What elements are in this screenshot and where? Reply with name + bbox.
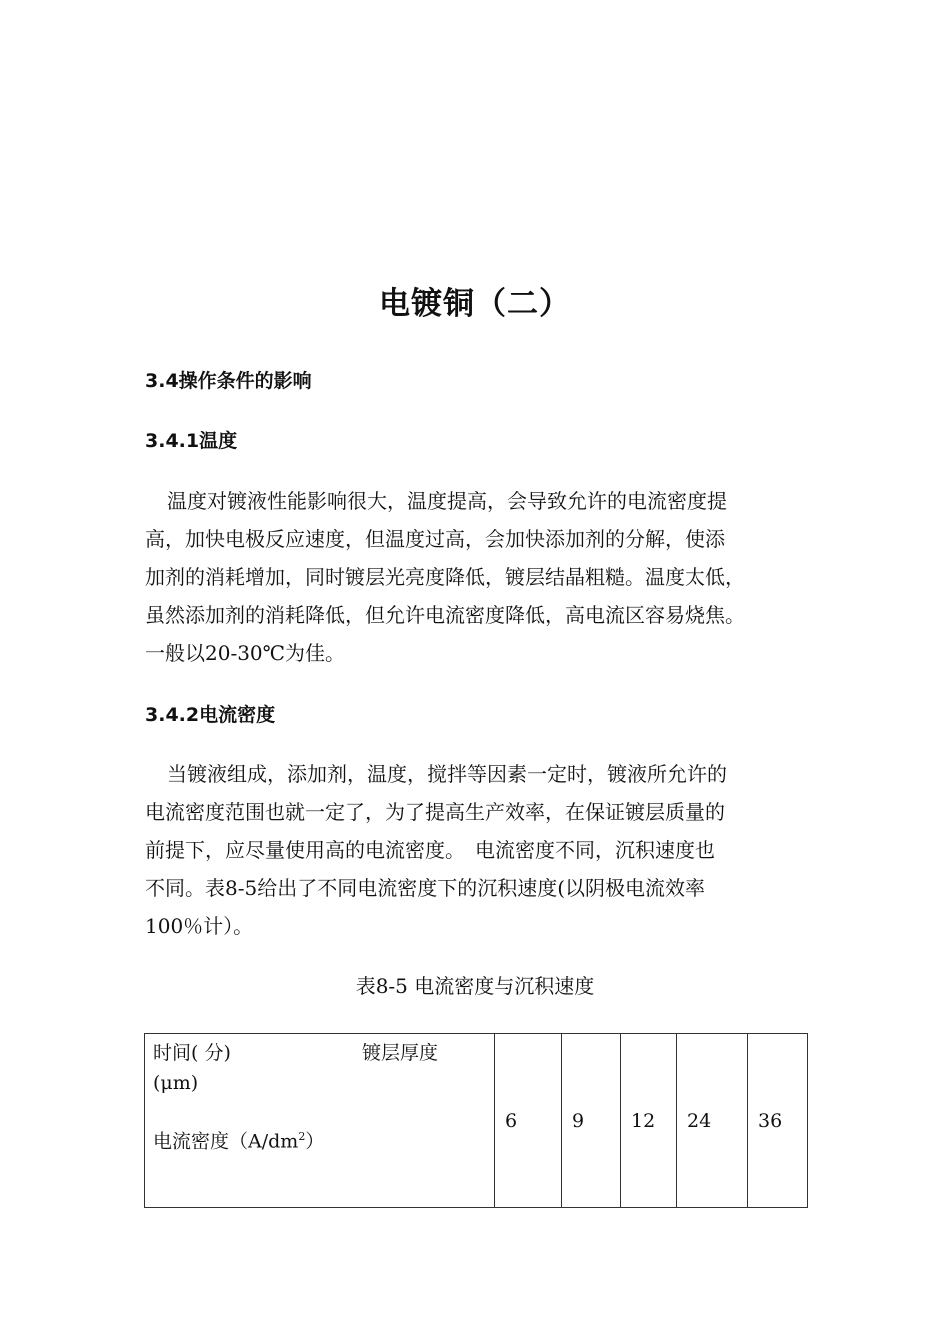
table-cell: 36 bbox=[748, 1034, 808, 1208]
table-cell: 24 bbox=[677, 1034, 748, 1208]
page-title: 电镀铜（二） bbox=[379, 286, 571, 322]
paragraph-line: 加剂的消耗增加，同时镀层光亮度降低，镀层结晶粗糙。温度太低， bbox=[145, 565, 745, 589]
unit-label: (μm) bbox=[153, 1072, 199, 1094]
density-label: 电流密度$(A/dm^2)$ bbox=[153, 1130, 325, 1153]
paragraph-line: 温度对镀液性能影响很大，温度提高，会导致允许的电流密度提 bbox=[167, 489, 727, 513]
table-caption: 表8-5 电流密度与沉积速度 bbox=[355, 974, 595, 998]
paragraph-line: 前提下，应尽量使用高的电流密度。 电流密度不同，沉积速度也 bbox=[145, 838, 715, 862]
time-label: 时间( 分) bbox=[153, 1042, 231, 1064]
table-cell: 6 bbox=[495, 1034, 562, 1208]
table-corner-header bbox=[145, 1034, 495, 1208]
paragraph-line: 电流密度范围也就一定了，为了提高生产效率，在保证镀层质量的 bbox=[145, 800, 725, 824]
temperature-paragraph bbox=[145, 482, 810, 672]
section-heading-operating-conditions: 3.4操作条件的影响 bbox=[145, 370, 312, 392]
thickness-label: 镀层厚度 bbox=[361, 1042, 438, 1064]
paragraph-line: 100％计）。 bbox=[145, 914, 254, 938]
table-row bbox=[145, 1034, 808, 1208]
table-cell: 9 bbox=[562, 1034, 621, 1208]
paragraph-line: 不同。表8-5给出了不同电流密度下的沉积速度(以阴极电流效率 bbox=[145, 876, 706, 900]
table-cell: 12 bbox=[621, 1034, 677, 1208]
paragraph-line: 虽然添加剂的消耗降低，但允许电流密度降低，高电流区容易烧焦。 bbox=[145, 603, 745, 627]
current-density-paragraph bbox=[145, 755, 810, 945]
paragraph-line: 高，加快电极反应速度，但温度过高，会加快添加剂的分解，使添 bbox=[145, 527, 725, 551]
deposition-rate-table bbox=[144, 1033, 808, 1208]
section-heading-current-density: 3.4.2电流密度 bbox=[145, 704, 276, 726]
paragraph-line: 一般以20-30℃为佳。 bbox=[145, 641, 346, 665]
section-heading-temperature: 3.4.1温度 bbox=[145, 430, 238, 452]
paragraph-line: 当镀液组成，添加剂，温度，搅拌等因素一定时，镀液所允许的 bbox=[167, 762, 727, 786]
